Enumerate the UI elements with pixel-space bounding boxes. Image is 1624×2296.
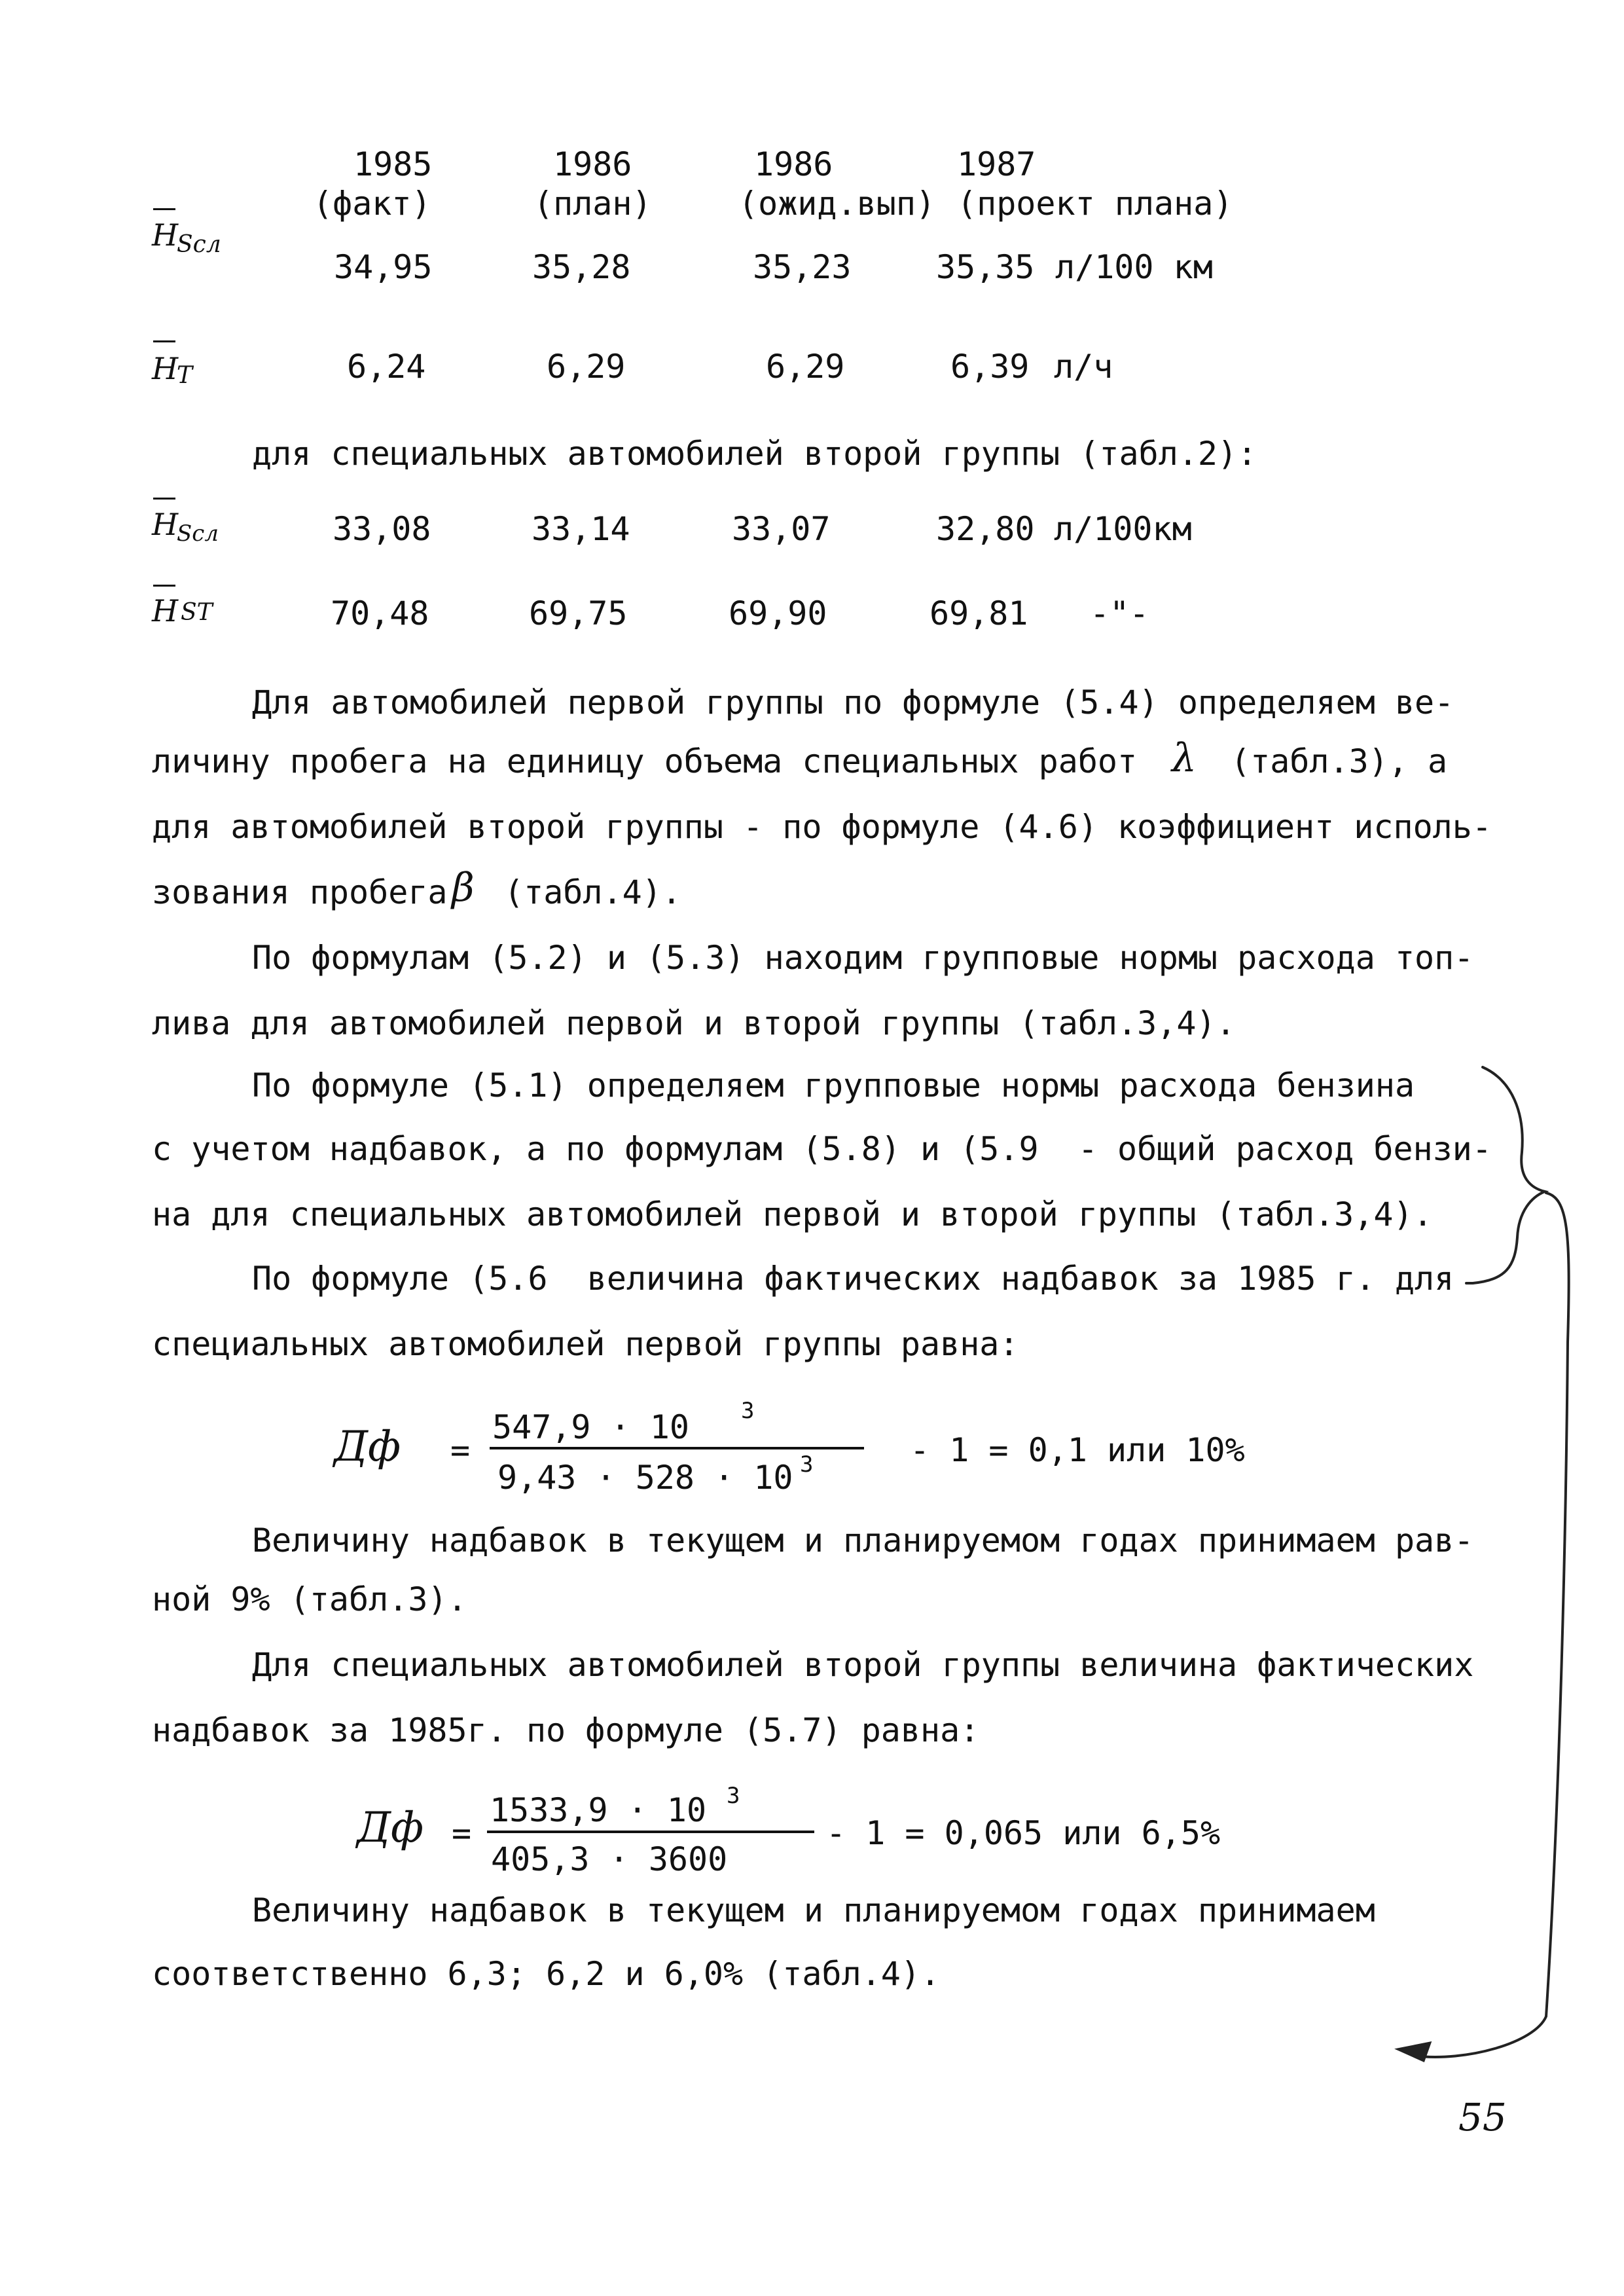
row-subscript: Т xyxy=(177,362,193,389)
paragraph-line: ной 9% (табл.3). xyxy=(152,1580,467,1618)
group2-heading: для специальных автомобилей второй группы (табл.2): xyxy=(252,435,1257,473)
unit-cell: л/100 км xyxy=(1055,248,1213,286)
row-symbol: H xyxy=(152,507,179,542)
value-cell: 33,14 xyxy=(532,510,630,548)
year-1987: 1987 xyxy=(957,145,1036,183)
value-cell: 35,28 xyxy=(532,248,631,286)
paragraph-line: для автомобилей второй группы - по формуле (4.6) коэффициент исполь- xyxy=(152,808,1492,846)
paragraph-line: По формулам (5.2) и (5.3) находим групповые нормы расхода топ- xyxy=(252,939,1474,977)
formula1-denominator: 9,43 · 528 · 10 xyxy=(497,1459,793,1497)
value-cell: 70,48 xyxy=(331,594,429,632)
formula2-rhs: - 1 = 0,065 или 6,5% xyxy=(826,1814,1221,1852)
formula2-numerator: 1533,9 · 10 xyxy=(490,1791,707,1829)
formula1-rhs: - 1 = 0,1 или 10% xyxy=(910,1431,1245,1469)
paragraph-line: По формуле (5.6 величина фактических надбавок за 1985 г. для xyxy=(252,1260,1454,1298)
value-cell: 6,29 xyxy=(766,348,845,386)
status-project: (проект плана) xyxy=(957,185,1233,223)
value-cell: 33,07 xyxy=(732,510,831,548)
year-1986-expected: 1986 xyxy=(754,145,833,183)
value-cell: 32,80 xyxy=(936,510,1035,548)
unit-cell: л/100км xyxy=(1054,510,1192,548)
paragraph-line: Величину надбавок в текущем и планируемом годах принимаем рав- xyxy=(252,1522,1474,1559)
equals-sign: = xyxy=(452,1814,472,1852)
row-symbol: H xyxy=(152,593,179,629)
paragraph-line: По формуле (5.1) определяем групповые нормы расхода бензина xyxy=(252,1066,1415,1104)
formula2-numerator-exp: 3 xyxy=(727,1783,740,1809)
paragraph-line: личину пробега на единицу объема специальных работ xyxy=(152,742,1138,780)
paragraph-line: лива для автомобилей первой и второй группы (табл.3,4). xyxy=(152,1004,1236,1042)
lambda-symbol: λ xyxy=(1172,735,1197,781)
row-subscript: Sсл xyxy=(177,520,219,547)
value-cell: 6,29 xyxy=(547,348,626,386)
paragraph-line: специальных автомобилей первой группы равна: xyxy=(152,1325,1019,1363)
formula1-numerator: 547,9 · 10 xyxy=(492,1408,690,1446)
value-cell: 34,95 xyxy=(334,248,433,286)
beta-symbol: β xyxy=(452,865,475,911)
year-1986-plan: 1986 xyxy=(553,145,632,183)
value-cell: 69,81 xyxy=(929,594,1028,632)
paragraph-line: Для специальных автомобилей второй группы величина фактических xyxy=(252,1646,1474,1684)
formula1-denominator-exp: 3 xyxy=(800,1451,814,1478)
unit-cell: л/ч xyxy=(1054,348,1113,386)
year-1985: 1985 xyxy=(353,145,433,183)
page-number: 55 xyxy=(1458,2095,1507,2140)
status-fact: (факт) xyxy=(313,185,431,223)
value-cell: 33,08 xyxy=(333,510,431,548)
unit-cell: -"- xyxy=(1090,594,1149,632)
arrow-line xyxy=(1414,1193,1569,2057)
row-symbol: H xyxy=(152,351,179,386)
equals-sign: = xyxy=(450,1431,471,1469)
paragraph-line: надбавок за 1985г. по формуле (5.7) равна: xyxy=(152,1711,980,1749)
paragraph-line: (табл.3), а xyxy=(1231,742,1448,780)
paragraph-line: соответственно 6,3; 6,2 и 6,0% (табл.4). xyxy=(152,1955,941,1993)
status-plan: (план) xyxy=(533,185,652,223)
row-subscript: Sсл xyxy=(177,231,221,258)
value-cell: 35,23 xyxy=(753,248,852,286)
formula1-numerator-exp: 3 xyxy=(741,1398,755,1424)
value-cell: 6,39 xyxy=(950,348,1030,386)
paragraph-line: Для автомобилей первой группы по формуле (5.4) определяем ве- xyxy=(252,683,1454,721)
paragraph-line: (табл.4). xyxy=(504,873,681,911)
paragraph-line: зования пробега xyxy=(152,873,448,911)
brace-path xyxy=(1466,1067,1545,1283)
formula1-lhs: Дф xyxy=(334,1423,401,1471)
value-cell: 69,90 xyxy=(729,594,827,632)
value-cell: 35,35 xyxy=(936,248,1035,286)
paragraph-line: с учетом надбавок, а по формулам (5.8) и (5.9 - общий расход бензи- xyxy=(152,1130,1492,1168)
value-cell: 6,24 xyxy=(347,348,426,386)
status-expected: (ожид.вып) xyxy=(738,185,936,223)
formula2-denominator: 405,3 · 3600 xyxy=(491,1840,728,1878)
row-symbol: H xyxy=(152,217,179,253)
arrow-head xyxy=(1398,2043,1430,2061)
paragraph-line: Величину надбавок в текущем и планируемом годах принимаем xyxy=(252,1891,1375,1929)
value-cell: 69,75 xyxy=(529,594,628,632)
formula2-lhs: Дф xyxy=(357,1804,424,1852)
paragraph-line: на для специальных автомобилей первой и второй группы (табл.3,4). xyxy=(152,1195,1433,1233)
row-subscript: ST xyxy=(181,599,213,626)
